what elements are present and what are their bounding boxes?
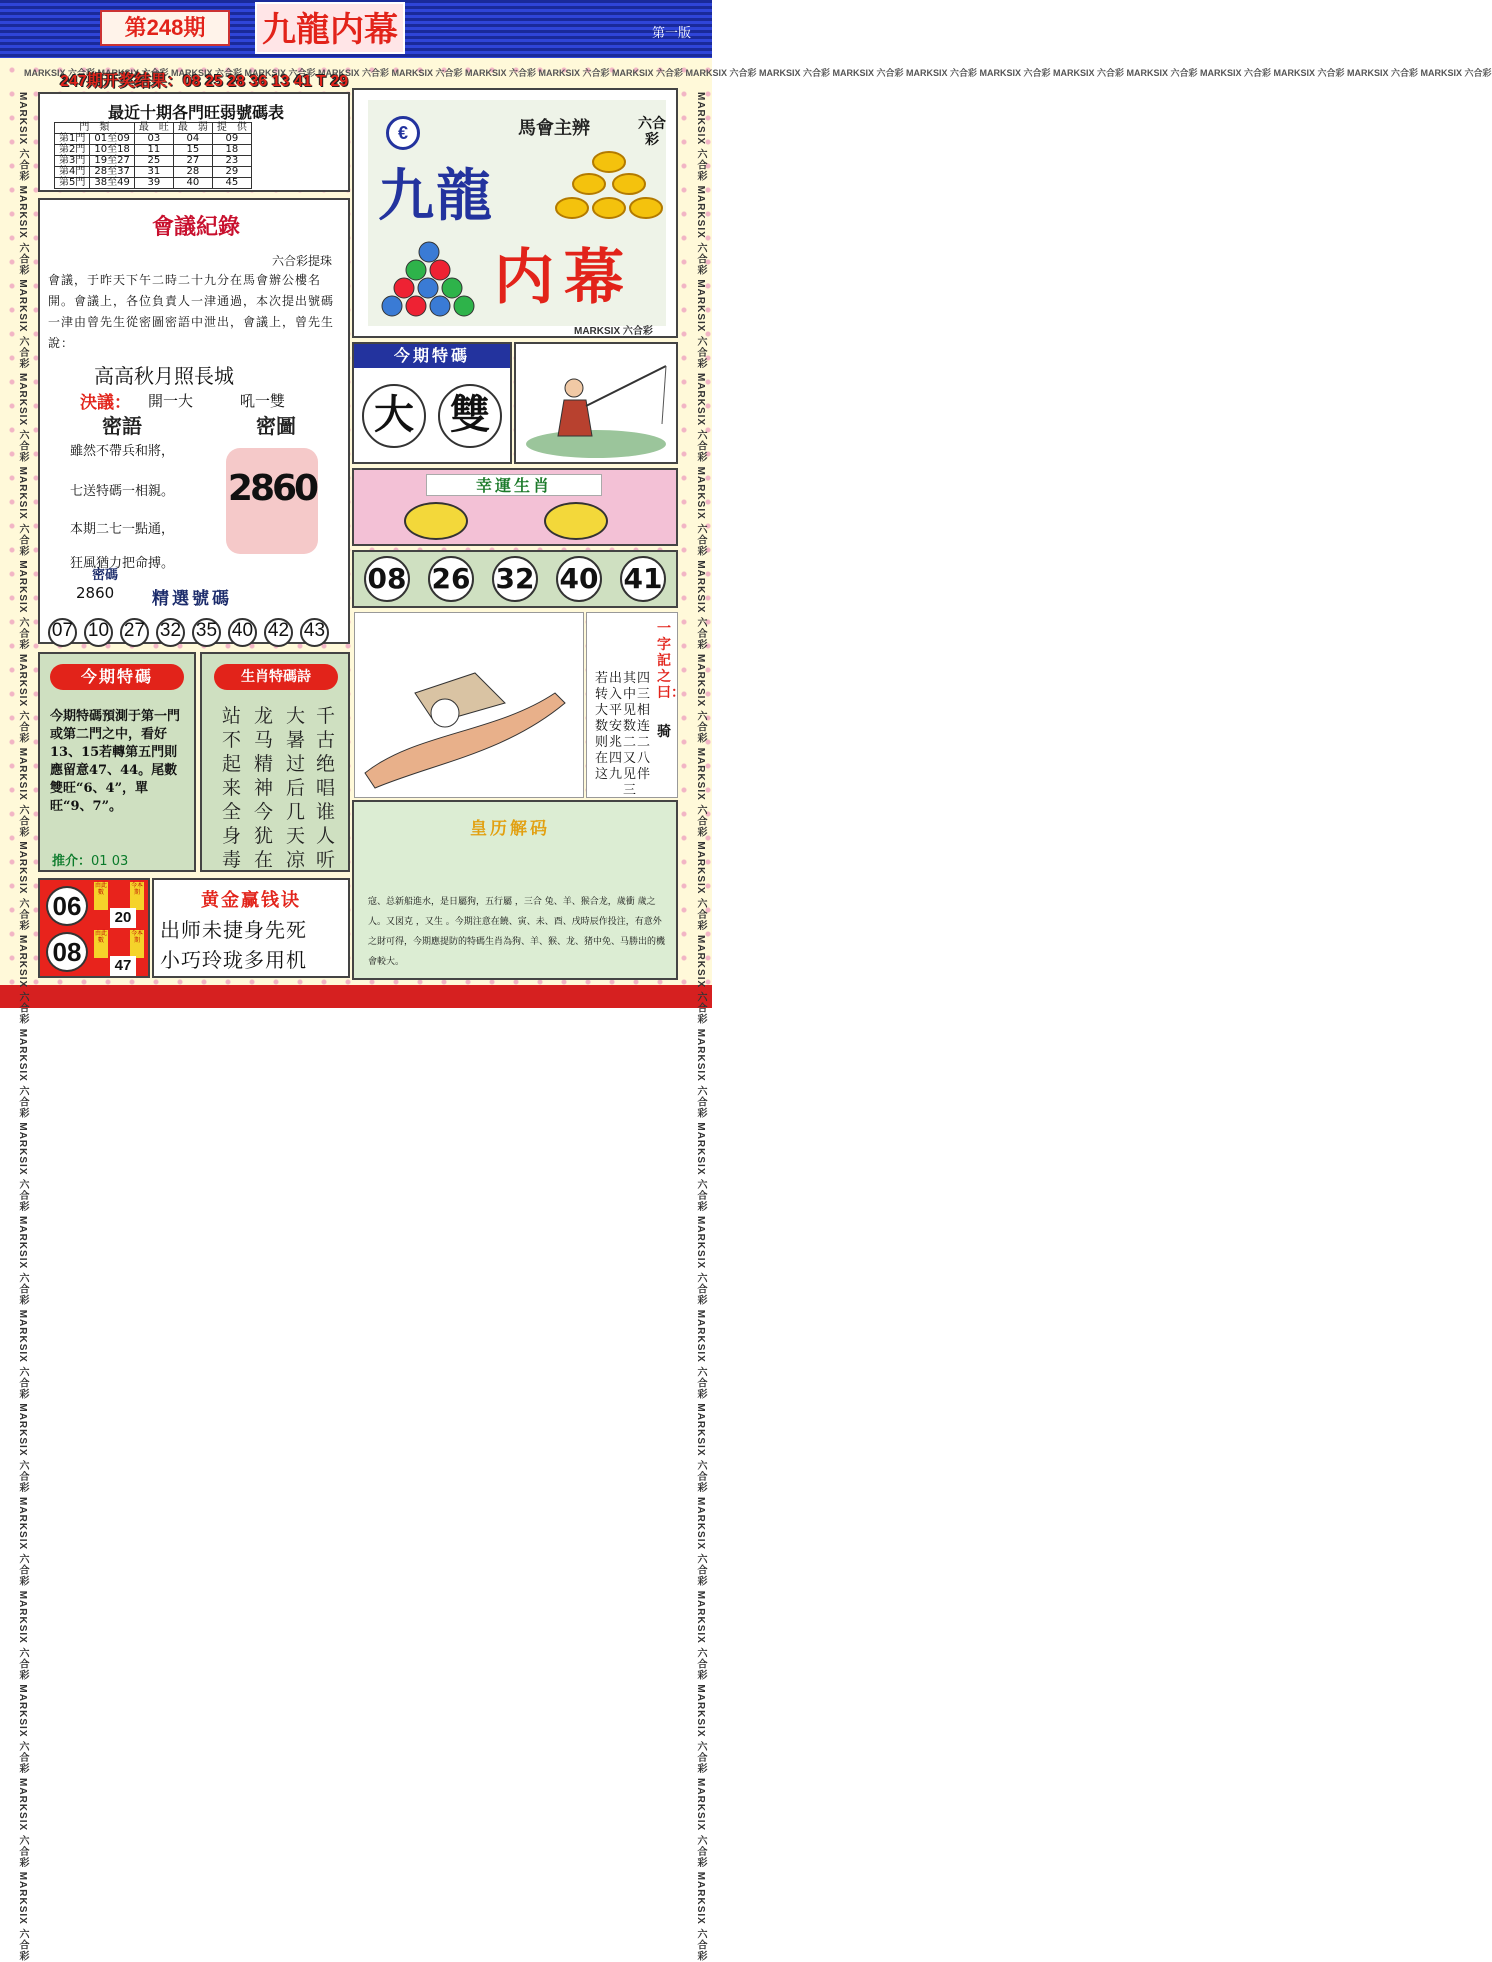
table-cell: 27 bbox=[173, 156, 212, 167]
one-word-clue-box bbox=[586, 612, 685, 798]
prediction-title: 今期特碼 bbox=[50, 664, 184, 690]
table-cell: 09 bbox=[212, 134, 251, 145]
bottom-bar bbox=[0, 985, 712, 1008]
border-text: MARKSIX 六合彩 MARKSIX 六合彩 MARKSIX 六合彩 MARKSIX 六合彩 MARKSIX 六合彩 MARKSIX 六合彩 MARKSIX 六合彩 MARKSIX 六合彩 MARKSIX 六合彩 MARKSIX 六合彩 MARKSIX 六合彩 MARKSIX 六合彩 MARKSIX 六合彩 MARKSIX 六合彩 MARKSIX 六合彩 MARKSIX 六合彩 MARKSIX 六合彩 MARKSIX 六合彩 MARKSIX 六合彩 MARKSIX 六合彩 bbox=[24, 68, 1492, 78]
table-cell: 03 bbox=[134, 134, 173, 145]
table-cell: 15 bbox=[173, 145, 212, 156]
left-border-strip bbox=[6, 92, 30, 1962]
source-tag: 今本期 bbox=[130, 930, 144, 958]
gold-tip-box bbox=[152, 878, 350, 978]
verse-line: 狂風猶力把命搏。 bbox=[70, 556, 175, 571]
table-row bbox=[55, 145, 252, 156]
table-row bbox=[55, 178, 252, 189]
number-ball: 08 bbox=[46, 932, 88, 972]
special-title: 今期特碼 bbox=[354, 344, 510, 368]
table-cell: 04 bbox=[173, 134, 212, 145]
number-ball: 27 bbox=[120, 618, 149, 647]
prediction-box bbox=[38, 652, 196, 872]
resolution-b: 吼一雙 bbox=[240, 392, 286, 410]
source-tag: 由此數 bbox=[94, 882, 108, 910]
almanac-box bbox=[352, 800, 678, 980]
minutes-title: 會議紀錄 bbox=[151, 214, 240, 240]
number-ball: 35 bbox=[192, 618, 221, 647]
table-cell: 23 bbox=[212, 156, 251, 167]
count-value: 47 bbox=[110, 956, 136, 976]
gold-ingots-icon bbox=[554, 150, 664, 230]
almanac-title: 皇历解码 bbox=[470, 819, 550, 839]
verse-line: 本期二七一點通， bbox=[70, 522, 175, 537]
selected-numbers bbox=[48, 618, 348, 646]
riddle-line: 高高秋月照長城 bbox=[94, 364, 234, 388]
landscape-illustration bbox=[354, 612, 584, 798]
table-cell: 29 bbox=[212, 167, 251, 178]
code-value: 2860 bbox=[76, 584, 115, 602]
jockey-club-logo-icon: € bbox=[386, 116, 420, 150]
source-tag: 今本期 bbox=[130, 882, 144, 910]
poster-lottery-name: 六合彩 bbox=[638, 116, 666, 148]
featured-number-ball: 40 bbox=[556, 556, 602, 602]
page-label: 第一版 bbox=[652, 26, 692, 41]
number-ball: 07 bbox=[48, 618, 77, 647]
table-cell: 28 bbox=[173, 167, 212, 178]
table-header: 門 類 bbox=[55, 123, 135, 134]
code-label: 密碼 bbox=[92, 568, 119, 583]
gold-line: 小巧玲珑多用机 bbox=[160, 948, 307, 972]
recommendation-label: 推介： bbox=[52, 854, 92, 869]
border-text: MARKSIX 六合彩 MARKSIX 六合彩 MARKSIX 六合彩 MARKSIX 六合彩 MARKSIX 六合彩 MARKSIX 六合彩 MARKSIX 六合彩 MARKSIX 六合彩 MARKSIX 六合彩 MARKSIX 六合彩 MARKSIX 六合彩 MARKSIX 六合彩 MARKSIX 六合彩 MARKSIX 六合彩 MARKSIX 六合彩 MARKSIX 六合彩 MARKSIX 六合彩 MARKSIX 六合彩 MARKSIX 六合彩 MARKSIX 六合彩 bbox=[17, 92, 28, 1962]
clue-column: 四三相连二八伴 bbox=[637, 671, 651, 782]
lottery-balls-icon bbox=[374, 240, 484, 320]
table-cell: 11 bbox=[134, 145, 173, 156]
gate-strength-table-panel bbox=[38, 92, 350, 192]
title-poster bbox=[352, 88, 678, 338]
issue-number: 第248期 bbox=[100, 10, 230, 46]
table-header: 最 弱 bbox=[173, 123, 212, 134]
secret-picture-number: 2860 bbox=[227, 468, 317, 509]
poem-column: 大暑过后几天凉 bbox=[286, 705, 306, 871]
table-cell: 10至18 bbox=[90, 145, 134, 156]
count-value: 20 bbox=[110, 908, 136, 928]
number-ball: 42 bbox=[264, 618, 293, 647]
meeting-minutes-panel bbox=[38, 198, 350, 644]
table-cell: 39 bbox=[134, 178, 173, 189]
table-cell: 第5門 bbox=[55, 178, 90, 189]
almanac-body: 寇、总新船進水，是日屬狗，五行屬 ，三合 兔、羊、猴合龙，歲衝 歲之人。又図克 ，又生 。今期注意在饒、寅、未、酉、戌時辰作投注，有意外之財可得，今期應提防的特碼生肖為狗、羊、猴、龙、猪中免、马勝出的機會較大。 bbox=[368, 897, 666, 967]
border-text: MARKSIX 六合彩 MARKSIX 六合彩 MARKSIX 六合彩 MARKSIX 六合彩 MARKSIX 六合彩 MARKSIX 六合彩 MARKSIX 六合彩 MARKSIX 六合彩 MARKSIX 六合彩 MARKSIX 六合彩 MARKSIX 六合彩 MARKSIX 六合彩 MARKSIX 六合彩 MARKSIX 六合彩 MARKSIX 六合彩 MARKSIX 六合彩 MARKSIX 六合彩 MARKSIX 六合彩 MARKSIX 六合彩 MARKSIX 六合彩 bbox=[695, 92, 706, 1962]
verse-line: 雖然不帶兵和將， bbox=[70, 444, 175, 459]
featured-numbers bbox=[352, 550, 678, 608]
resolution-label: 決議： bbox=[80, 393, 131, 413]
recommendation bbox=[52, 850, 128, 869]
table-cell: 第1門 bbox=[55, 134, 90, 145]
gold-title: 黄金赢钱诀 bbox=[201, 890, 301, 911]
table-row bbox=[55, 134, 252, 145]
poem-title: 生肖特碼詩 bbox=[214, 664, 338, 690]
selected-numbers-heading: 精選號碼 bbox=[152, 589, 232, 609]
clue-answer: 骑 bbox=[657, 724, 671, 740]
number-ball: 32 bbox=[156, 618, 185, 647]
resolution-a: 開一大 bbox=[148, 392, 194, 410]
gold-line: 出师未捷身先死 bbox=[160, 918, 307, 942]
featured-number-ball: 08 bbox=[364, 556, 410, 602]
minutes-signature: 六合彩提珠 bbox=[272, 254, 333, 268]
table-row bbox=[55, 167, 252, 178]
horse-zodiac-icon bbox=[544, 502, 608, 540]
lucky-title: 幸運生肖 bbox=[426, 474, 602, 496]
verse-line: 七送特碼一相親。 bbox=[70, 484, 175, 499]
table-cell: 25 bbox=[134, 156, 173, 167]
lucky-zodiac-box bbox=[352, 468, 678, 546]
winning-numbers-box bbox=[38, 878, 150, 978]
featured-number-ball: 41 bbox=[620, 556, 666, 602]
clue-title: 一字記之曰： bbox=[657, 621, 685, 701]
poster-host: 馬會主辨 bbox=[518, 118, 590, 139]
special-number-box bbox=[352, 342, 512, 464]
prediction-body: 今期特碼預測于第一門或第二門之中，看好13、15若轉第五門則應留意47、44。尾數雙旺“6、4”，單旺“9、7”。 bbox=[50, 709, 181, 814]
fisherman-illustration bbox=[514, 342, 678, 464]
last-draw-results: 247期开奖结果：08 25 28 36 13 41 T 29 bbox=[60, 73, 349, 90]
poem-column: 千古绝唱谁人听 bbox=[316, 705, 336, 871]
table-title: 最近十期各門旺弱號碼表 bbox=[107, 103, 284, 122]
table-header: 提 供 bbox=[212, 123, 251, 134]
table-cell: 45 bbox=[212, 178, 251, 189]
table-header-row bbox=[55, 123, 252, 134]
number-ball: 43 bbox=[300, 618, 329, 647]
number-ball: 40 bbox=[228, 618, 257, 647]
minutes-body: 會議，于昨天下午二時二十九分在馬會辦公樓名開。會議上，各位負責人一津通過，本次提出號碼一津由曾先生從密圖密語中泄出，會議上，曾先生說： bbox=[48, 273, 335, 350]
right-border-strip bbox=[684, 92, 708, 1962]
secret-picture-heading: 密圖 bbox=[256, 414, 296, 438]
number-ball: 10 bbox=[84, 618, 113, 647]
poster-marksix: MARKSIX 六合彩 bbox=[574, 326, 653, 337]
secret-words-heading: 密語 bbox=[102, 414, 142, 438]
poster-title-neimu: 内幕 bbox=[494, 243, 634, 313]
gate-strength-table bbox=[54, 122, 252, 189]
clue-column: 若转大数则在这 bbox=[595, 671, 609, 782]
table-cell: 28至37 bbox=[90, 167, 134, 178]
special-big: 大 bbox=[362, 384, 426, 448]
table-cell: 38至49 bbox=[90, 178, 134, 189]
poster-art bbox=[368, 100, 666, 337]
table-cell: 40 bbox=[173, 178, 212, 189]
dog-zodiac-icon bbox=[404, 502, 468, 540]
table-cell: 第3門 bbox=[55, 156, 90, 167]
table-header: 最 旺 bbox=[134, 123, 173, 134]
zodiac-poem-box bbox=[200, 652, 350, 872]
table-cell: 19至27 bbox=[90, 156, 134, 167]
number-ball: 06 bbox=[46, 886, 88, 926]
featured-number-ball: 26 bbox=[428, 556, 474, 602]
featured-number-ball: 32 bbox=[492, 556, 538, 602]
table-row bbox=[55, 156, 252, 167]
masthead-title: 九龍内幕 bbox=[255, 2, 405, 54]
poem-column: 龙马精神今犹在 bbox=[254, 705, 274, 871]
table-cell: 31 bbox=[134, 167, 173, 178]
clue-column: 出入平安兆四九 bbox=[609, 671, 623, 782]
table-cell: 01至09 bbox=[90, 134, 134, 145]
poem-column: 站不起来全身毒 bbox=[222, 705, 242, 871]
table-cell: 18 bbox=[212, 145, 251, 156]
table-cell: 第2門 bbox=[55, 145, 90, 156]
recommendation-value: 01 03 bbox=[91, 854, 129, 869]
poster-title-jiulong: 九龍 bbox=[378, 163, 494, 229]
special-even: 雙 bbox=[438, 384, 502, 448]
clue-column: 其中见数二又见三 bbox=[623, 671, 637, 798]
source-tag: 由此數 bbox=[94, 930, 108, 958]
table-cell: 第4門 bbox=[55, 167, 90, 178]
